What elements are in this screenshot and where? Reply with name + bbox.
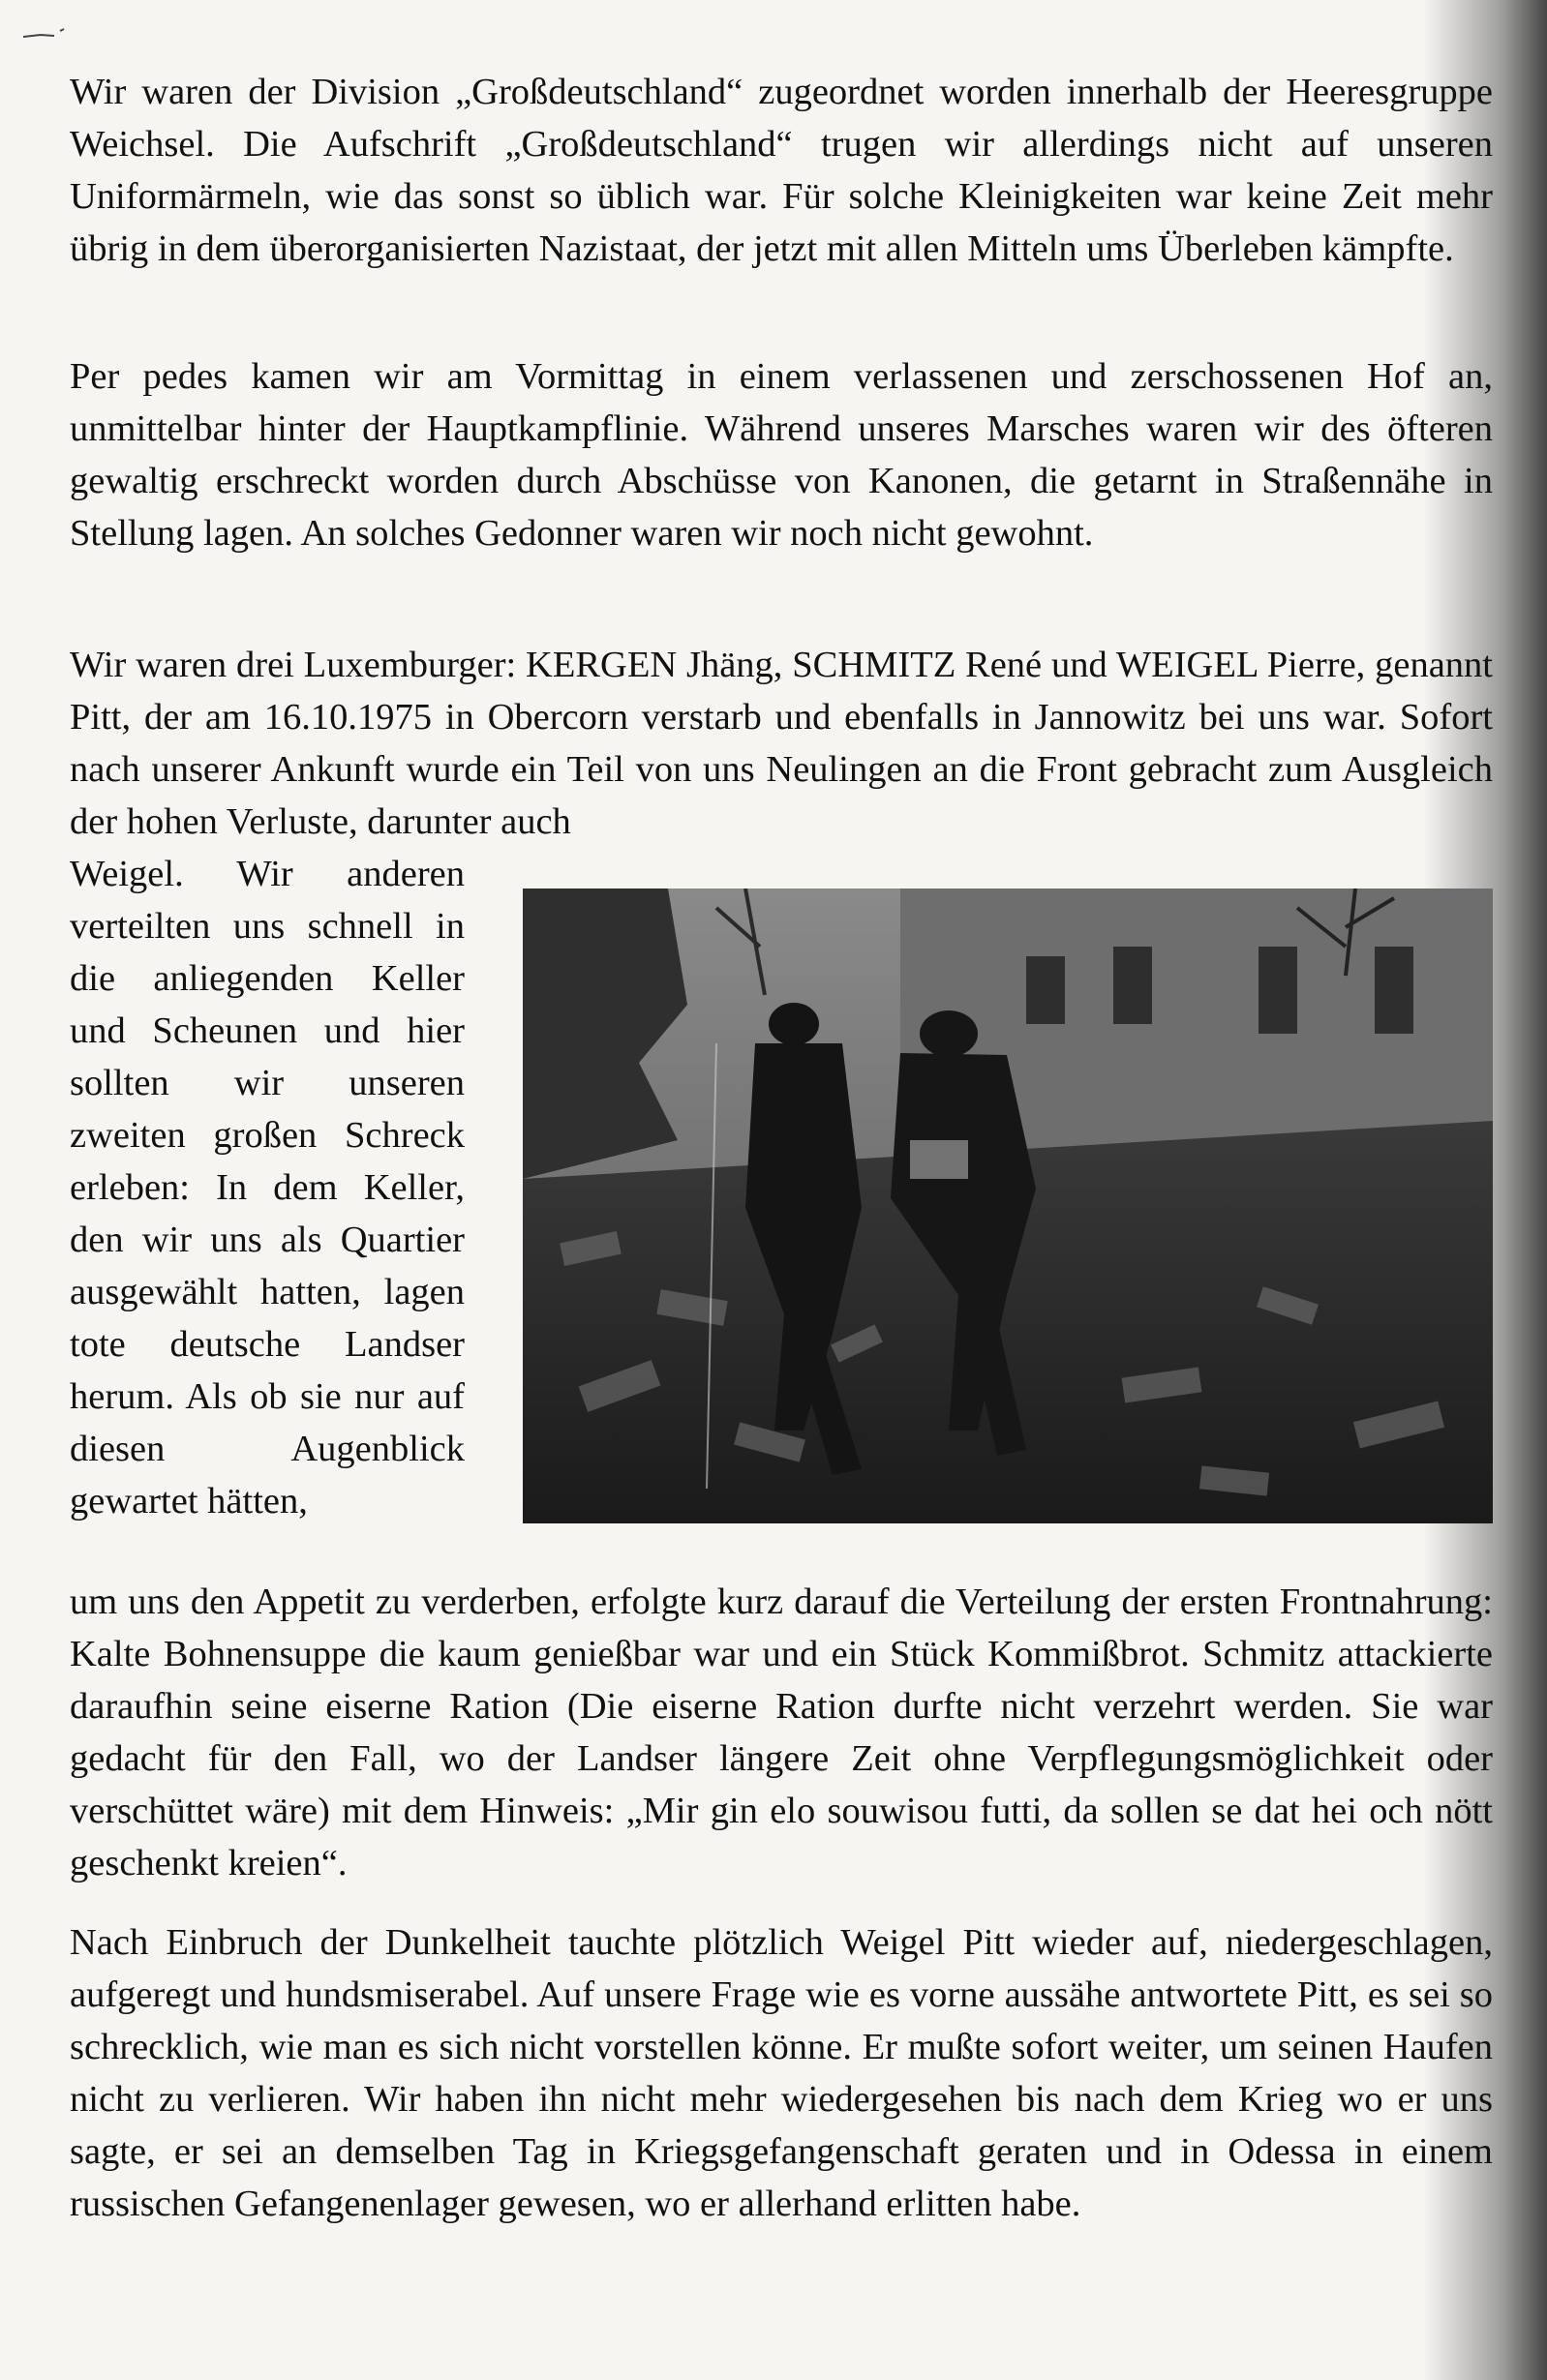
- paragraph-5-text: um uns den Appetit zu verderben, erfolgte kurz darauf die Verteilung der ersten Frontnahrung: Kalte Bohnensuppe die kaum genießbar war und ein Stück Kommißbrot. Schmitz attackierte daraufhin seine eiserne Ration (Die eiserne Ration durfte nicht verzehrt werden. Sie war gedacht für den Fall, wo der Landser längere Zeit ohne Verpflegungsmöglichkeit oder verschüttet wäre) mit dem Hinweis: „Mir gin elo souwisou futti, da sollen se dat hei och nött geschenkt kreien“.: [70, 1582, 1493, 1883]
- paragraph-3-text: Wir waren drei Luxemburger: KERGEN Jhäng, SCHMITZ René und WEIGEL Pierre, genannt Pitt, der am 16.10.1975 in Obercorn verstarb und ebenfalls in Jannowitz bei uns war. Sofort nach unserer Ankunft wurde ein Teil von uns Neulingen an die Front gebracht zum Ausgleich der hohen Verluste, darunter auch: [70, 645, 1493, 842]
- paragraph-6: [70, 1916, 1493, 2230]
- paragraph-1: [70, 66, 1493, 275]
- paragraph-1-text: Wir waren der Division „Großdeutschland“ zugeordnet worden innerhalb der Heeresgruppe Weichsel. Die Aufschrift „Großdeutschland“ trugen wir allerdings nicht auf unseren Uniformärmeln, wie das sonst so üblich war. Für solche Kleinigkeiten war keine Zeit mehr übrig in dem überorganisierten Nazistaat, der jetzt mit allen Mitteln ums Überleben kämpfte.: [70, 72, 1493, 269]
- paragraph-2-text: Per pedes kamen wir am Vormittag in einem verlassenen und zerschossenen Hof an, unmittelbar hinter der Hauptkampflinie. Während unseres Marsches waren wir des öfteren gewaltig erschreckt worden durch Abschüsse von Kanonen, die getarnt in Straßennähe in Stellung lagen. An solches Gedonner waren wir noch nicht gewohnt.: [70, 356, 1493, 554]
- war-photograph-icon: [523, 889, 1493, 1523]
- scan-speck-icon: [21, 27, 79, 41]
- paragraph-4-wrap-column: [70, 848, 465, 1527]
- paragraph-6-text: Nach Einbruch der Dunkelheit tauchte plötzlich Weigel Pitt wieder auf, niedergeschlagen, aufgeregt und hundsmiserabel. Auf unsere Frage wie es vorne aussähe antwortete Pitt, es sei so schrecklich, wie man es sich nicht vorstellen könne. Er mußte sofort weiter, um seinen Haufen nicht zu verlieren. Wir haben ihn nicht mehr wiedergesehen bis nach dem Krieg wo er uns sagte, er sei an demselben Tag in Kriegsgefangenschaft geraten und in Odessa in einem russischen Gefangenenlager gewesen, wo er allerhand erlitten habe.: [70, 1922, 1493, 2224]
- paragraph-3: [70, 639, 1493, 848]
- paragraph-5: [70, 1576, 1493, 1889]
- paragraph-4-text: Weigel. Wir anderen verteilten uns schnell in die anliegenden Keller und Scheunen und hier sollten wir unseren zweiten großen Schreck erleben: In dem Keller, den wir uns als Quartier ausgewählt hatten, lagen tote deutsche Landser herum. Als ob sie nur auf diesen Augenblick gewartet hätten,: [70, 854, 465, 1521]
- paragraph-2: [70, 350, 1493, 559]
- photo-illustration: [523, 889, 1493, 1523]
